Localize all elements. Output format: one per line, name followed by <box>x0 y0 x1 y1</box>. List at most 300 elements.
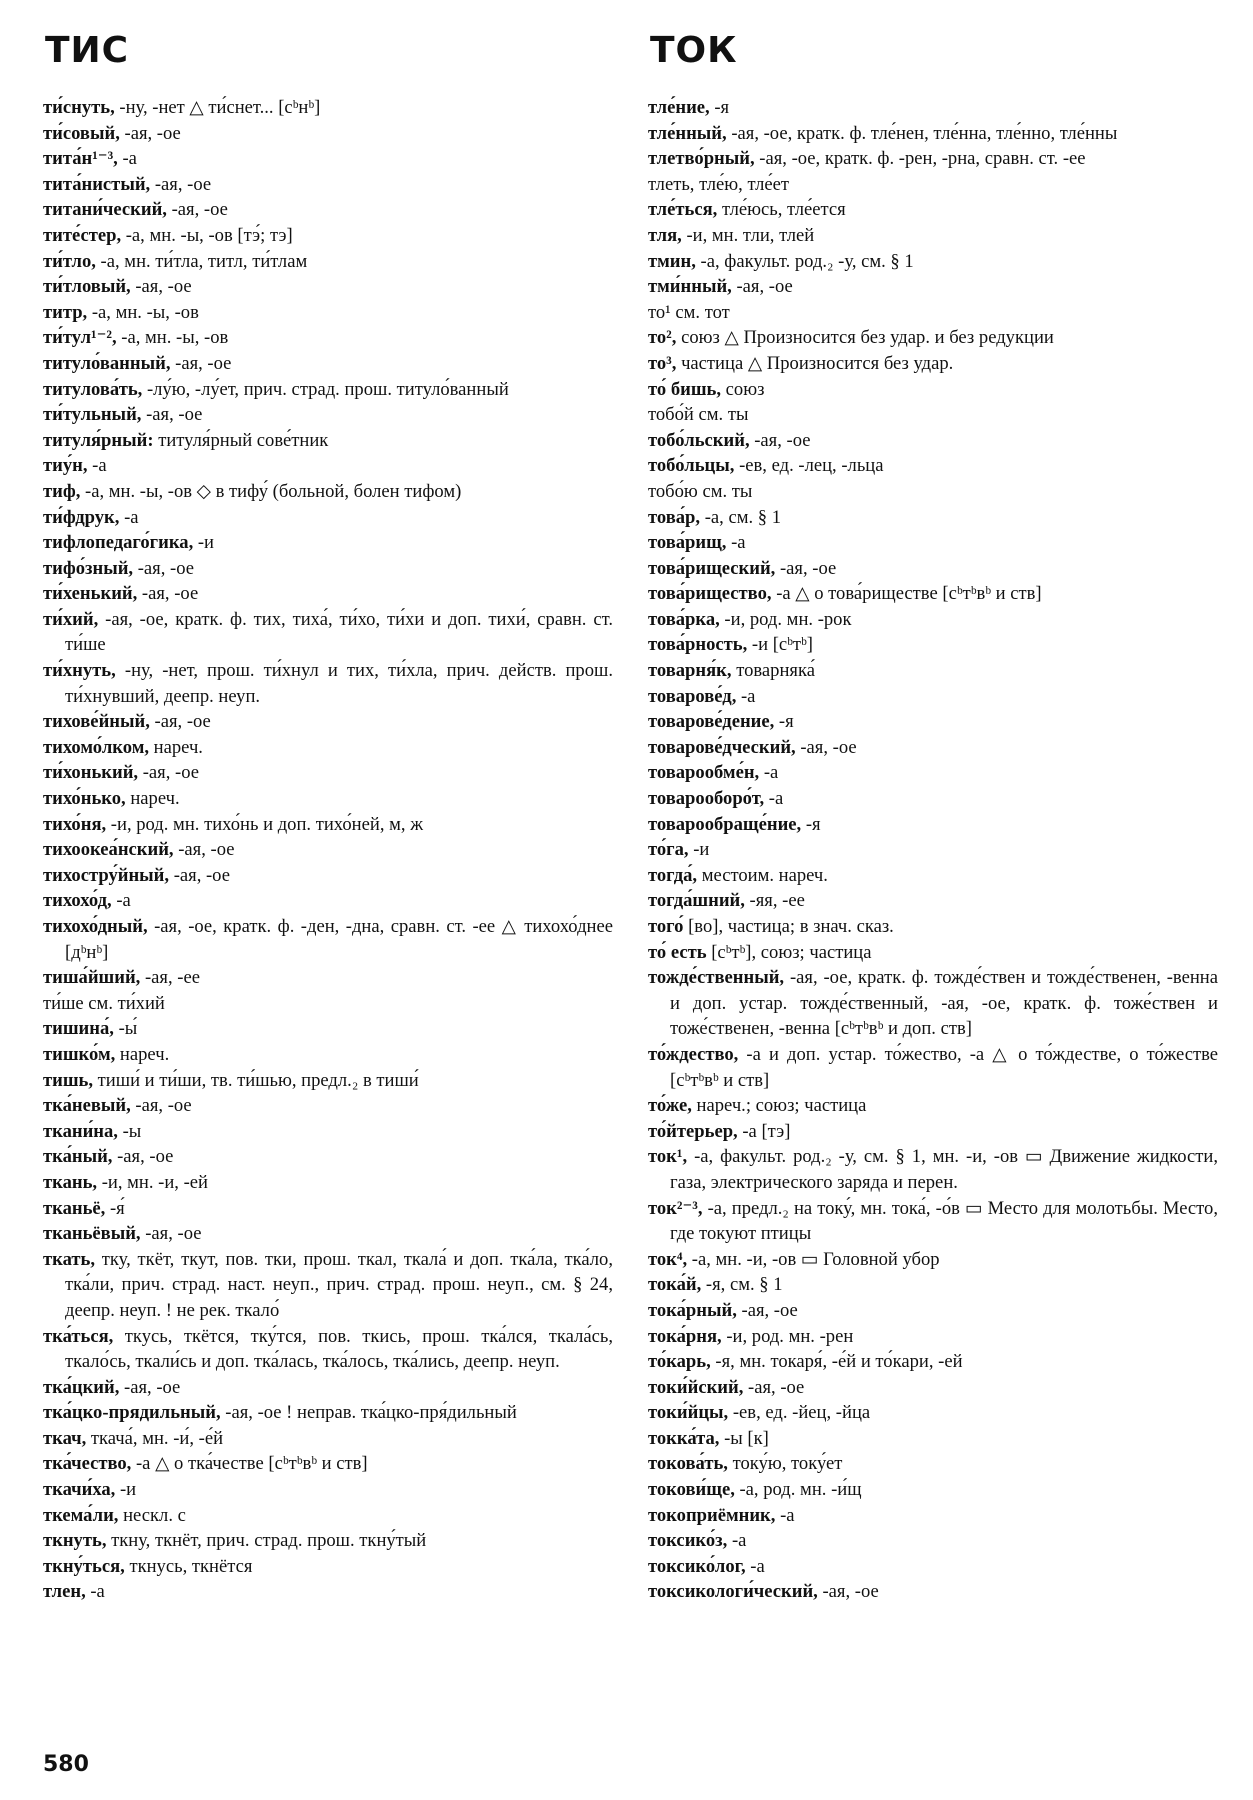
entry-body: -я, мн. токаря́, -е́й и то́кари, -ей <box>710 1351 963 1373</box>
headword: тишина́, <box>43 1018 114 1040</box>
entry-body: -ну, -нет, прош. ти́хнул и тих, ти́хла, прич. действ. прош. ти́хнувший, деепр. неуп. <box>65 660 613 707</box>
entry-body: частица △ Произносится без удар. <box>676 352 954 374</box>
headword: титани́ческий, <box>43 199 167 221</box>
entry-body: -а <box>736 685 756 707</box>
headword: ти́совый, <box>43 122 120 144</box>
headword: то², <box>648 327 677 349</box>
entry-body: -ы́ <box>113 1018 138 1040</box>
entry-body: -ая, -ее <box>140 967 200 989</box>
headword: ти́тловый, <box>43 276 131 298</box>
headword: тогда́, <box>648 864 698 886</box>
entry-body: -ая, -ое <box>137 583 199 605</box>
headword: токи́йский, <box>648 1376 744 1398</box>
dictionary-entry <box>648 760 1218 786</box>
dictionary-entry <box>43 1477 613 1503</box>
dictionary-entry <box>43 581 613 607</box>
right-column <box>648 95 1218 1605</box>
dictionary-entry <box>648 1196 1218 1247</box>
dictionary-entry <box>648 556 1218 582</box>
headword: то́йтерьер, <box>648 1120 738 1142</box>
dictionary-entry <box>43 607 613 658</box>
dictionary-entry <box>43 1196 613 1222</box>
entry-body: -а <box>87 455 107 477</box>
headword: титуля́рный: <box>43 429 154 451</box>
entry-body: -лу́ю, -лу́ет, прич. страд. прош. титуло́ванный <box>142 378 509 400</box>
entry-body: -и, мн. тли, тлей <box>681 224 815 246</box>
headword: ток²⁻³, <box>648 1197 703 1219</box>
dictionary-entry <box>43 1170 613 1196</box>
entry-body: -ая, -ое <box>130 276 192 298</box>
dictionary-entry <box>43 1554 613 1580</box>
entry-body: -а <box>111 890 131 912</box>
headword: тканьёвый, <box>43 1223 141 1245</box>
entry-body: -ая, -ое <box>119 122 181 144</box>
dictionary-entry <box>43 1093 613 1119</box>
entry-body: ти́ше см. ти́хий <box>43 992 165 1014</box>
headword: ткнуть, <box>43 1530 107 1552</box>
entry-body: тлеть, тле́ю, тле́ет <box>648 173 790 195</box>
headword: ти́хенький, <box>43 583 138 605</box>
headword: тмин, <box>648 250 696 272</box>
entry-body: -ая, -ое <box>149 711 211 733</box>
dictionary-entry <box>43 197 613 223</box>
headword: това́р, <box>648 506 701 528</box>
entry-body: -а [тэ] <box>737 1120 791 1142</box>
dictionary-entry <box>43 95 613 121</box>
dictionary-entry <box>648 1375 1218 1401</box>
headword: тогда́шний, <box>648 890 745 912</box>
entry-body: -ев, ед. -йец, -йца <box>728 1402 871 1424</box>
entry-body: -а <box>117 148 137 170</box>
dictionary-entry <box>648 1324 1218 1350</box>
entry-body: -ая, -ое <box>119 1376 181 1398</box>
entry-body: -а, мн. -и, -ов ▭ Головной убор <box>687 1248 940 1270</box>
headword: ток¹, <box>648 1146 688 1168</box>
entry-body: -ну, -нет △ ти́снет... [сᵇнᵇ] <box>114 97 321 118</box>
dictionary-entry <box>648 325 1218 351</box>
dictionary-entry <box>648 351 1218 377</box>
headword: тока́рня, <box>648 1325 722 1347</box>
dictionary-entry <box>648 1298 1218 1324</box>
entry-body: -и [сᵇтᵇ] <box>747 634 813 656</box>
headword: тка́чество, <box>43 1453 132 1475</box>
entry-body: ткнусь, ткнётся <box>124 1555 253 1577</box>
dictionary-entry <box>43 479 613 505</box>
entry-body: -ая, -ое <box>141 404 203 426</box>
entry-body: -ая, -ое <box>130 1095 192 1117</box>
dictionary-entry <box>43 1503 613 1529</box>
headword: тите́стер, <box>43 224 122 246</box>
headword: тифо́зный, <box>43 557 134 579</box>
dictionary-entry <box>43 223 613 249</box>
entry-body: -а, предл.₂ на току́, мн. тока́, -о́в ▭ Место для молотьбы. Место, где токуют птицы <box>670 1197 1218 1245</box>
dictionary-entry <box>648 479 1218 505</box>
dictionary-entry <box>43 505 613 531</box>
dictionary-entry <box>43 428 613 454</box>
dictionary-entry <box>648 453 1218 479</box>
dictionary-entry <box>43 786 613 812</box>
right-running-head: ТОК <box>650 30 738 71</box>
entry-body: нареч. <box>149 736 203 758</box>
headword: то́га, <box>648 839 689 861</box>
headword: тока́й, <box>648 1274 702 1296</box>
entry-body: -а <box>759 762 779 784</box>
entry-body: -а △ о тка́честве [сᵇтᵇвᵇ и ств] <box>131 1453 368 1475</box>
dictionary-entry <box>648 530 1218 556</box>
entry-body: -а, см. § 1 <box>700 506 782 528</box>
entry-body: -и, род. мн. -рен <box>721 1325 854 1347</box>
entry-body: титуля́рный сове́тник <box>153 429 329 451</box>
dictionary-entry <box>43 1247 613 1324</box>
headword: токка́та, <box>648 1427 720 1449</box>
dictionary-entry <box>648 402 1218 428</box>
dictionary-entry <box>43 1042 613 1068</box>
headword: тка́ный, <box>43 1146 113 1168</box>
dictionary-entry <box>648 863 1218 889</box>
headword: тихо́ня, <box>43 813 107 835</box>
dictionary-entry <box>648 300 1218 326</box>
entry-body: тку, ткёт, ткут, пов. тки, прош. ткал, ткала́ и доп. тка́ла, тка́ло, тка́ли, прич. страд. наст. неуп., прич. страд. прош. неуп., см. § 24, деепр. неуп. ! не рек. ткало́ <box>65 1248 613 1321</box>
entry-body: -и <box>193 532 215 554</box>
entry-body: тле́юсь, тле́ется <box>717 199 846 221</box>
dictionary-entry <box>43 1579 613 1605</box>
dictionary-entry <box>648 940 1218 966</box>
dictionary-entry <box>648 428 1218 454</box>
headword: тифлопедаго́гика, <box>43 532 194 554</box>
entry-body: тиши́ и ти́ши, тв. ти́шью, предл.₂ в тиши́ <box>93 1069 419 1091</box>
dictionary-entry <box>648 632 1218 658</box>
headword: това́рищеский, <box>648 557 776 579</box>
entry-body: -ая, -ое <box>133 557 194 579</box>
dictionary-entry <box>43 146 613 172</box>
headword: тле́нный, <box>648 122 727 144</box>
dictionary-entry <box>648 812 1218 838</box>
headword: тихохо́д, <box>43 890 112 912</box>
dictionary-entry <box>43 863 613 889</box>
headword: ткани́на, <box>43 1120 118 1142</box>
dictionary-entry <box>648 1503 1218 1529</box>
entry-body: -ая, -ое <box>749 429 811 451</box>
dictionary-entry <box>43 274 613 300</box>
headword: токоприёмник, <box>648 1504 776 1526</box>
dictionary-entry <box>43 1400 613 1426</box>
entry-body: -ая, -ое <box>140 1223 202 1245</box>
entry-body: то¹ см. тот <box>648 301 730 323</box>
dictionary-entry <box>43 914 613 965</box>
headword: тми́нный, <box>648 276 732 298</box>
headword: тканьё, <box>43 1197 106 1219</box>
dictionary-entry <box>648 888 1218 914</box>
dictionary-entry <box>648 786 1218 812</box>
dictionary-entry <box>648 684 1218 710</box>
headword: тишь, <box>43 1069 94 1091</box>
entry-body: -и <box>115 1479 137 1501</box>
entry-body: нареч. <box>125 788 180 810</box>
headword: тихове́йный, <box>43 711 150 733</box>
headword: ткань, <box>43 1171 98 1193</box>
dictionary-entry <box>648 172 1218 198</box>
entry-body: -а, мн. ти́тла, титл, ти́тлам <box>95 250 308 272</box>
entry-body: -я, см. § 1 <box>701 1274 783 1296</box>
headword: ти́фдрук, <box>43 506 120 528</box>
headword: тиу́н, <box>43 455 88 477</box>
entry-body: -а и доп. устар. то́жество, -а △ о то́ждестве, о то́жестве [сᵇтᵇвᵇ и ств] <box>670 1043 1218 1091</box>
headword: ти́снуть, <box>43 97 115 118</box>
dictionary-entry <box>43 735 613 761</box>
headword: то́ есть <box>648 941 707 963</box>
headword: товарооборо́т, <box>648 788 765 810</box>
headword: товарня́к, <box>648 660 732 682</box>
dictionary-entry <box>648 1477 1218 1503</box>
dictionary-entry <box>648 1144 1218 1195</box>
entry-body: -ая, -ое ! неправ. тка́цко-пря́дильный <box>220 1402 517 1424</box>
entry-body: -а <box>85 1581 105 1603</box>
dictionary-entry <box>43 1426 613 1452</box>
headword: тле́ться, <box>648 199 718 221</box>
dictionary-entry <box>648 965 1218 1042</box>
entry-body: -а <box>727 1530 747 1552</box>
entry-body: -я <box>801 813 821 835</box>
entry-body: -ая, -ое <box>775 557 837 579</box>
headword: ткачи́ха, <box>43 1479 116 1501</box>
headword: токсико́лог, <box>648 1555 746 1577</box>
entry-body: -ая, -ое <box>731 276 793 298</box>
entry-body: -ы <box>117 1120 142 1142</box>
entry-body: -а, род. мн. -и́щ <box>734 1479 862 1501</box>
page-number: 580 <box>43 1752 89 1777</box>
dictionary-entry <box>648 377 1218 403</box>
headword: ти́тло, <box>43 250 96 272</box>
headword: то́ждество, <box>648 1043 739 1065</box>
headword: ткема́ли, <box>43 1504 119 1526</box>
dictionary-entry <box>43 402 613 428</box>
headword: тле́ние, <box>648 97 710 118</box>
entry-body: -ев, ед. -лец, -льца <box>734 455 884 477</box>
headword: тита́нистый, <box>43 173 151 195</box>
headword: ти́хнуть, <box>43 660 116 682</box>
headword: ткну́ться, <box>43 1555 125 1577</box>
dictionary-entry <box>43 121 613 147</box>
headword: тка́цкий, <box>43 1376 120 1398</box>
entry-body: -а, факульт. род.₂ -у, см. § 1 <box>695 250 914 272</box>
headword: това́рищество, <box>648 583 772 605</box>
dictionary-entry <box>43 377 613 403</box>
dictionary-entry <box>648 1426 1218 1452</box>
dictionary-entry <box>648 1042 1218 1093</box>
headword: тихомо́лком, <box>43 736 150 758</box>
dictionary-entry <box>648 146 1218 172</box>
dictionary-entry <box>43 1451 613 1477</box>
entry-body: -а <box>775 1504 795 1526</box>
entry-body: -ая, -ое <box>138 762 199 784</box>
headword: того́ <box>648 916 684 937</box>
dictionary-entry <box>43 658 613 709</box>
entry-body: союз <box>721 378 765 400</box>
entry-body: -а, мн. -ы, -ов ◇ в тифу́ (больной, болен тифом) <box>80 480 462 502</box>
entry-body: нареч. <box>115 1043 170 1065</box>
headword: тиф, <box>43 480 81 502</box>
headword: това́рка, <box>648 608 720 630</box>
dictionary-entry <box>648 1579 1218 1605</box>
entry-body: -я <box>709 97 730 118</box>
dictionary-entry <box>648 658 1218 684</box>
headword: токи́йцы, <box>648 1402 729 1424</box>
entry-body: -и <box>688 839 710 861</box>
entry-body: -а, мн. -ы, -ов <box>87 301 199 323</box>
dictionary-entry <box>648 197 1218 223</box>
entry-body: [сᵇтᵇ], союз; частица <box>706 941 872 963</box>
entry-body: -а <box>726 532 746 554</box>
headword: токови́ще, <box>648 1479 735 1501</box>
entry-body: -а, мн. -ы, -ов <box>116 327 229 349</box>
left-column <box>43 95 613 1605</box>
dictionary-entry <box>648 1400 1218 1426</box>
entry-body: -ая, -ое, кратк. ф. тих, тиха́, ти́хо, ти́хи и доп. тихи́, сравн. ст. ти́ше <box>65 608 613 656</box>
entry-body: -а <box>764 788 784 810</box>
headword: то́ бишь, <box>648 378 722 400</box>
dictionary-entry <box>648 1528 1218 1554</box>
dictionary-entry <box>648 505 1218 531</box>
entry-body: -ая, -ое, кратк. ф. -рен, -рна, сравн. ст. -ее <box>754 148 1086 170</box>
entry-body: -яя, -ее <box>744 890 805 912</box>
entry-body: [во], частица; в знач. сказ. <box>683 916 894 937</box>
entry-body: току́ю, току́ет <box>727 1453 843 1475</box>
entry-body: -а, мн. -ы, -ов [тэ́; тэ] <box>121 224 293 246</box>
headword: тихостру́йный, <box>43 864 170 886</box>
entry-body: ткусь, ткётся, тку́тся, пов. ткись, прош. тка́лся, ткала́сь, ткало́сь, ткали́сь и доп. тка́лась, тка́лось, тка́лись, деепр. неуп. <box>65 1325 613 1373</box>
dictionary-entry <box>43 965 613 991</box>
entry-body: -ая, -ое, кратк. ф. тожде́ствен и тожде́ственен, -венна и доп. устар. тожде́ственный, -ая, -ое, кратк. ф. тоже́ствен и тоже́ственен, -венна [сᵇтᵇвᵇ и доп. ств] <box>670 967 1218 1040</box>
headword: титулова́ть, <box>43 378 143 400</box>
entry-body: -ая, -ое <box>173 839 235 861</box>
headword: товарове́д, <box>648 685 737 707</box>
entry-body: -ая, -ое <box>170 352 232 374</box>
entry-body: -я́ <box>105 1197 125 1219</box>
entry-body: тобо́й см. ты <box>648 404 749 426</box>
dictionary-entry <box>43 991 613 1017</box>
headword: това́рищ, <box>648 532 727 554</box>
dictionary-entry <box>648 607 1218 633</box>
entry-body: тобо́ю см. ты <box>648 480 753 502</box>
dictionary-entry <box>648 1451 1218 1477</box>
headword: то³, <box>648 352 677 374</box>
entry-body: нареч.; союз; частица <box>691 1095 867 1117</box>
dictionary-entry <box>43 760 613 786</box>
dictionary-entry <box>648 95 1218 121</box>
dictionary-entry <box>43 300 613 326</box>
entry-body: -ая, -ое <box>795 736 857 758</box>
dictionary-entry <box>648 223 1218 249</box>
headword: титуло́ванный, <box>43 352 171 374</box>
dictionary-entry <box>43 1119 613 1145</box>
dictionary-entry <box>43 1144 613 1170</box>
entry-body: -и, мн. -и, -ей <box>97 1171 208 1193</box>
entry-body: -и, род. мн. тихо́нь и доп. тихо́ней, м, ж <box>106 813 424 835</box>
dictionary-entry <box>648 914 1218 940</box>
entry-body: -ая, -ое, кратк. ф. тле́нен, тле́нна, тле́нно, тле́нны <box>726 122 1118 144</box>
dictionary-entry <box>648 121 1218 147</box>
headword: тита́н¹⁻³, <box>43 148 118 170</box>
entry-body: -а, факульт. род.₂ -у, см. § 1, мн. -и, -ов ▭ Движение жидкости, газа, электрического заряда и перен. <box>670 1146 1218 1193</box>
entry-body: -ы [к] <box>719 1427 769 1449</box>
entry-body: -ая, -ое <box>169 864 230 886</box>
entry-body: ткну, ткнёт, прич. страд. прош. ткну́тый <box>106 1530 427 1552</box>
dictionary-entry <box>43 1528 613 1554</box>
headword: ток⁴, <box>648 1248 688 1270</box>
headword: тлен, <box>43 1581 86 1603</box>
headword: ти́тул¹⁻², <box>43 327 117 349</box>
dictionary-entry <box>648 1554 1218 1580</box>
entry-body: -я <box>774 711 794 733</box>
headword: то́же, <box>648 1095 692 1117</box>
headword: титр, <box>43 301 88 323</box>
entry-body: -ая, -ое <box>166 199 228 221</box>
dictionary-entry <box>43 1375 613 1401</box>
headword: тиша́йший, <box>43 967 141 989</box>
entry-body: товарняка́ <box>731 660 815 682</box>
headword: токсикологи́ческий, <box>648 1581 818 1603</box>
headword: тобо́льский, <box>648 429 750 451</box>
dictionary-entry <box>43 172 613 198</box>
entry-body: -и, род. мн. -рок <box>719 608 852 630</box>
headword: ти́тульный, <box>43 404 142 426</box>
dictionary-entry <box>43 812 613 838</box>
headword: тихохо́дный, <box>43 916 148 937</box>
dictionary-entry <box>43 1324 613 1375</box>
headword: товарообме́н, <box>648 762 760 784</box>
dictionary-entry <box>648 249 1218 275</box>
entry-body: нескл. с <box>118 1504 186 1526</box>
entry-body: -а <box>745 1555 765 1577</box>
dictionary-entry <box>43 1016 613 1042</box>
entry-body: -ая, -ое <box>736 1299 798 1321</box>
entry-body: -а △ о това́риществе [сᵇтᵇвᵇ и ств] <box>771 583 1042 605</box>
dictionary-entry <box>43 325 613 351</box>
headword: тлетво́рный, <box>648 148 755 170</box>
dictionary-entry <box>43 1221 613 1247</box>
dictionary-entry <box>648 1349 1218 1375</box>
headword: тка́невый, <box>43 1095 131 1117</box>
dictionary-entry <box>43 453 613 479</box>
dictionary-entry <box>648 1093 1218 1119</box>
entry-body: -ая, -ое <box>743 1376 805 1398</box>
dictionary-entry <box>648 1272 1218 1298</box>
headword: тля, <box>648 224 682 246</box>
dictionary-entry <box>43 249 613 275</box>
dictionary-entry <box>43 556 613 582</box>
headword: ти́хий, <box>43 608 99 630</box>
headword: товарове́дение, <box>648 711 775 733</box>
entry-body: союз △ Произносится без удар. и без редукции <box>676 327 1054 349</box>
dictionary-entry <box>648 1247 1218 1273</box>
dictionary-entry <box>648 837 1218 863</box>
dictionary-entry <box>43 1068 613 1094</box>
headword: токсико́з, <box>648 1530 728 1552</box>
dictionary-entry <box>648 709 1218 735</box>
headword: тока́рный, <box>648 1299 737 1321</box>
headword: тка́ться, <box>43 1325 114 1347</box>
entry-body: -ая, -ое <box>817 1581 879 1603</box>
headword: тобо́льцы, <box>648 455 735 477</box>
dictionary-entry <box>648 735 1218 761</box>
entry-body: -ая, -ое, кратк. ф. -ден, -дна, сравн. ст. -ее △ тихохо́днее [дᵇнᵇ] <box>65 916 613 963</box>
dictionary-entry <box>648 581 1218 607</box>
headword: то́карь, <box>648 1351 711 1373</box>
dictionary-entry <box>648 274 1218 300</box>
headword: товарове́дческий, <box>648 736 796 758</box>
entry-body: местоим. нареч. <box>697 864 828 886</box>
headword: тихоокеа́нский, <box>43 839 174 861</box>
